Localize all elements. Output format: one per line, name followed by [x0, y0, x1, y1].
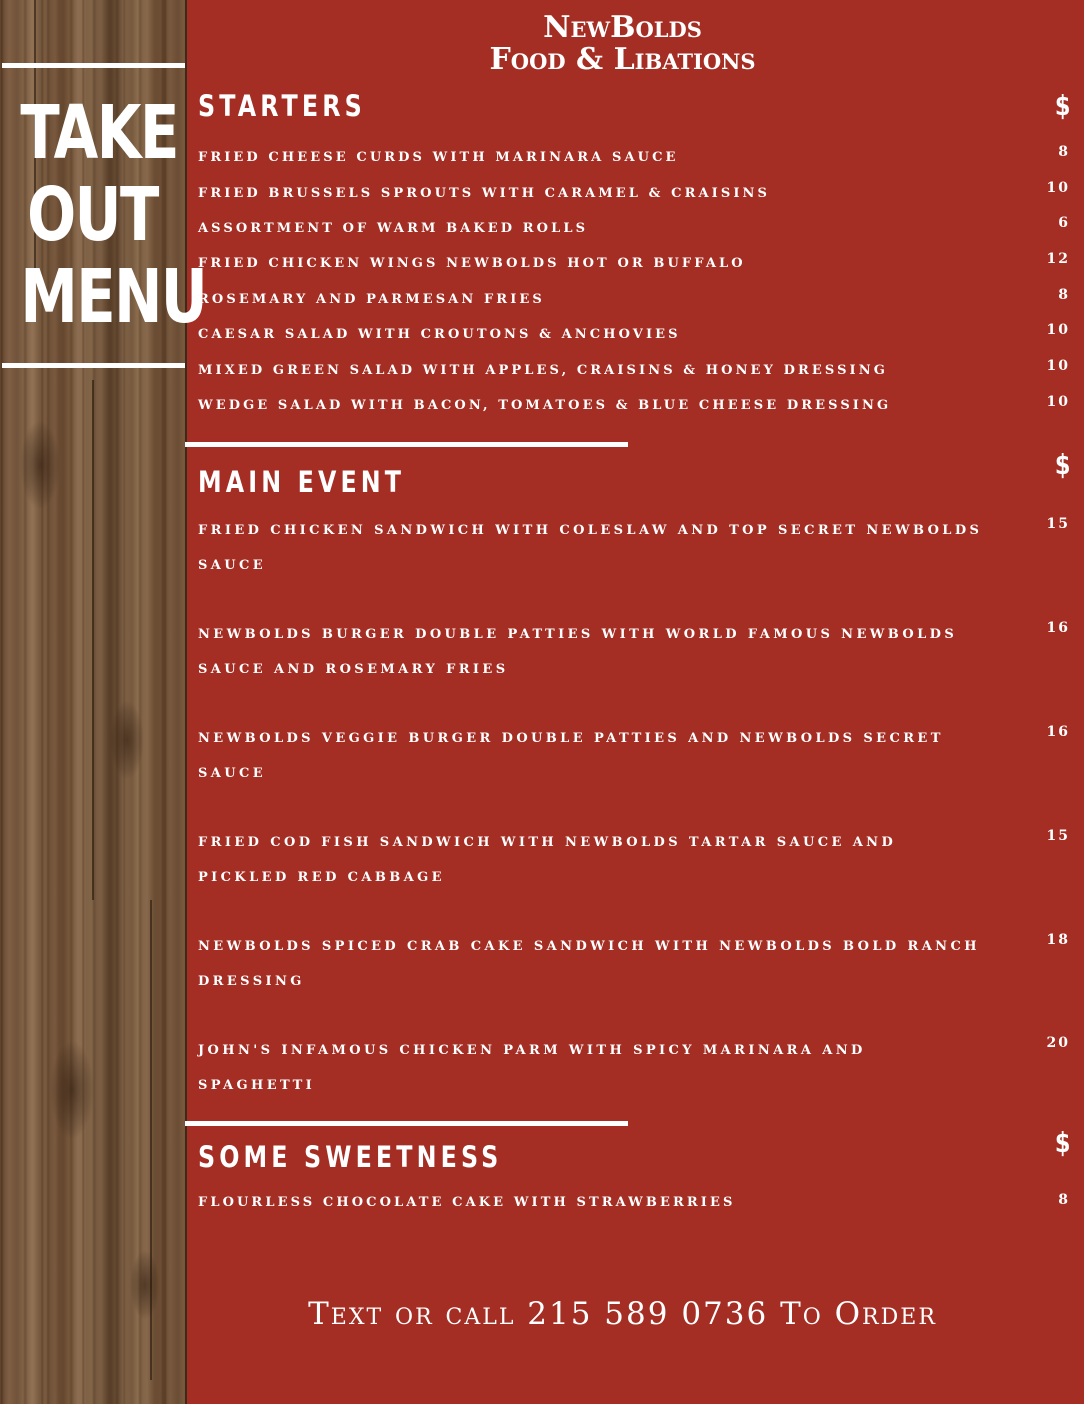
wood-knot: [130, 1250, 160, 1320]
main-item-name: NEWBOLDS VEGGIE BURGER DOUBLE PATTIES AND NEWBOLDS SECRET SAUCE: [198, 731, 944, 781]
starter-item-name: MIXED GREEN SALAD WITH APPLES, CRAISINS & HONEY DRESSING: [198, 363, 888, 378]
brand-name: NewBolds: [543, 10, 702, 45]
starter-item-name: FRIED BRUSSELS SPROUTS WITH CARAMEL & CRAISINS: [198, 186, 770, 201]
take-out-menu-title: [20, 90, 207, 340]
starter-item-price: 6: [1058, 215, 1070, 231]
take-out-line-3: MENU: [20, 254, 207, 340]
dessert-item-price: 8: [1058, 1192, 1070, 1208]
sidebar-top-rule: [2, 63, 185, 68]
main-item-price: 15: [1046, 516, 1070, 532]
section-divider: [185, 442, 628, 447]
main-event-heading: MAIN EVENT: [198, 465, 406, 499]
main-item-name: NEWBOLDS BURGER DOUBLE PATTIES WITH WORLD FAMOUS NEWBOLDS SAUCE AND ROSEMARY FRIES: [198, 627, 958, 677]
starter-item-name: FRIED CHICKEN WINGS NEWBOLDS HOT OR BUFFALO: [198, 256, 746, 271]
main-item-name: NEWBOLDS SPICED CRAB CAKE SANDWICH WITH NEWBOLDS BOLD RANCH DRESSING: [198, 939, 980, 989]
starter-item-price: 10: [1046, 358, 1070, 374]
wood-crack: [92, 380, 94, 900]
dessert-item-name: FLOURLESS CHOCOLATE CAKE WITH STRAWBERRIES: [198, 1195, 736, 1210]
wood-knot: [50, 1040, 94, 1140]
starter-item-name: FRIED CHEESE CURDS WITH MARINARA SAUCE: [198, 150, 679, 165]
wood-knot: [110, 700, 144, 780]
main-currency: $: [1054, 448, 1070, 481]
starter-item-name: WEDGE SALAD WITH BACON, TOMATOES & BLUE CHEESE DRESSING: [198, 398, 892, 413]
starter-item-price: 10: [1046, 322, 1070, 338]
sweetness-heading: SOME SWEETNESS: [198, 1140, 503, 1174]
main-item-price: 16: [1046, 620, 1070, 636]
main-item-name: JOHN'S INFAMOUS CHICKEN PARM WITH SPICY MARINARA AND SPAGHETTI: [198, 1043, 866, 1093]
main-item-price: 20: [1046, 1035, 1070, 1051]
take-out-line-2: OUT: [27, 172, 158, 258]
wood-crack: [150, 900, 152, 1380]
starter-item-name: ROSEMARY AND PARMESAN FRIES: [198, 292, 545, 307]
starter-item-price: 10: [1046, 180, 1070, 196]
order-call-to-action: Text or call 215 589 0736 To Order: [308, 1296, 937, 1332]
starters-heading: STARTERS: [198, 89, 366, 123]
take-out-line-1: TAKE: [20, 90, 178, 176]
main-item-price: 18: [1046, 932, 1070, 948]
main-item-name: FRIED COD FISH SANDWICH WITH NEWBOLDS TARTAR SAUCE AND PICKLED RED CABBAGE: [198, 835, 897, 885]
main-item-price: 15: [1046, 828, 1070, 844]
sidebar-bottom-rule: [2, 363, 185, 368]
wood-knot: [20, 420, 60, 510]
starter-item-price: 8: [1058, 144, 1070, 160]
sweetness-currency: $: [1054, 1126, 1070, 1159]
starter-item-price: 8: [1058, 287, 1070, 303]
starter-item-name: CAESAR SALAD WITH CROUTONS & ANCHOVIES: [198, 327, 681, 342]
starter-item-price: 12: [1046, 251, 1070, 267]
starter-item-price: 10: [1046, 394, 1070, 410]
main-item-price: 16: [1046, 724, 1070, 740]
starter-item-name: ASSORTMENT OF WARM BAKED ROLLS: [198, 221, 589, 236]
brand-tagline: Food & Libations: [489, 42, 756, 77]
main-item-name: FRIED CHICKEN SANDWICH WITH COLESLAW AND TOP SECRET NEWBOLDS SAUCE: [198, 523, 983, 573]
section-divider: [185, 1121, 628, 1126]
starters-currency: $: [1054, 89, 1070, 122]
